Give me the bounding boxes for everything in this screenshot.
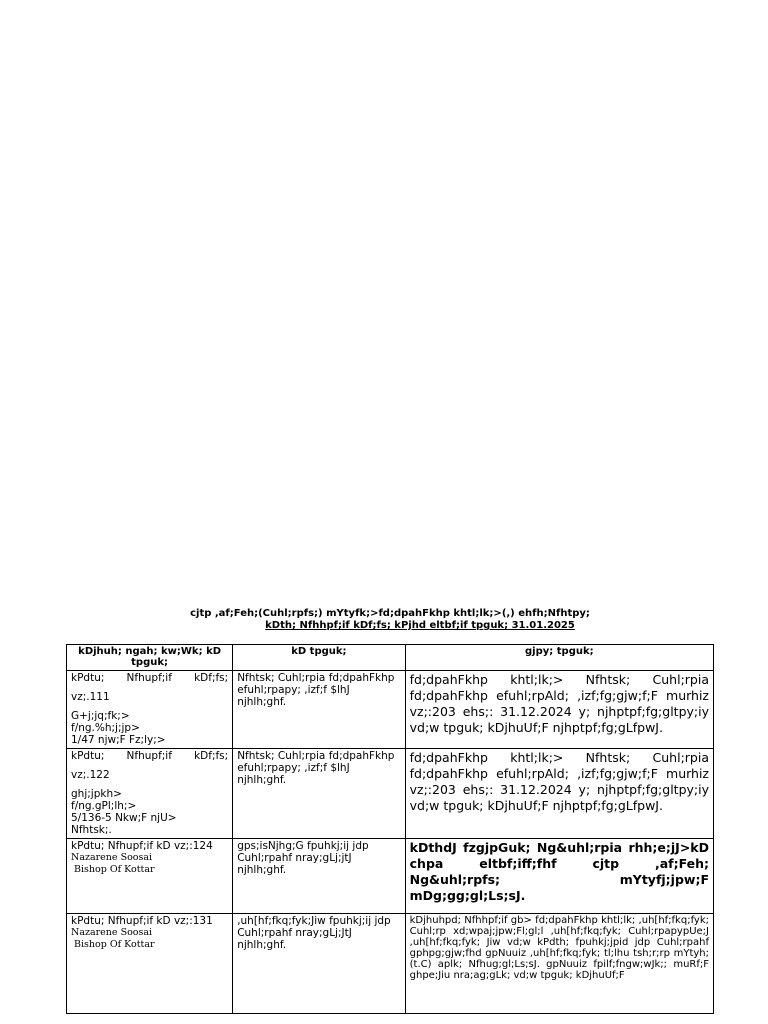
petition-subject-cell: Nfhtsk; Cuhl;rpia fd;dpahFkhp efuhl;rpapy; ,izf;f $lhJ njhlh;ghf.	[233, 671, 405, 749]
petitioner-cell	[67, 671, 233, 749]
column-header-reply: gjpy; tpguk;	[405, 645, 713, 671]
petitioner-title: Bishop Of Kottar	[71, 864, 155, 875]
petition-number: vz;.122	[71, 769, 110, 781]
petition-status-table	[66, 644, 714, 1014]
reply-cell: kDthdJ fzgjpGuk; Ng&uhl;rpia rhh;e;jJ>kD chpa eltbf;iff;fhf cjtp ,af;Feh; Ng&uhl;rpfs; mYtyfj;jpw;F mDg;gg;gl;Ls;sJ.	[405, 839, 713, 914]
petition-number: kPdtu; Nfhupf;if kD vz;:131	[71, 915, 213, 927]
petitioner-name: Nazarene Soosai	[71, 852, 153, 863]
table-row	[67, 749, 714, 839]
petitioner-line: kPdtu; Nfhupf;if kDf;fs;	[71, 750, 229, 762]
petitioner-line: 1/47 njw;F Fz;ly;>	[71, 734, 166, 746]
table-row	[67, 671, 714, 749]
reply-cell: fd;dpahFkhp khtl;lk;> Nfhtsk; Cuhl;rpia fd;dpahFkhp efuhl;rpAld; ,izf;fg;gjw;f;F murhiz vz;:203 ehs;: 31.12.2024 y; njhptpf;fg;gltpy;iy vd;w tpguk; kDjhuUf;F njhptpf;fg;gLfpwJ.	[405, 671, 713, 749]
table-header-row	[67, 645, 714, 671]
petitioner-line: G+j;jq;fk;>	[71, 710, 130, 722]
heading-line-1: cjtp ,af;Feh;(Cuhl;rpfs;) mYtyfk;>fd;dpahFkhp khtl;lk;>(,) ehfh;Nfhtpy;	[190, 608, 590, 619]
petitioner-line: kPdtu; Nfhupf;if kDf;fs;	[71, 672, 229, 684]
petitioner-cell	[67, 839, 233, 914]
table-row	[67, 839, 714, 914]
document-heading	[66, 608, 714, 632]
petitioner-title: Bishop Of Kottar	[71, 939, 155, 950]
petitioner-cell	[67, 749, 233, 839]
reply-cell: kDjhuhpd; Nfhhpf;if gb> fd;dpahFkhp khtl;lk; ,uh[hf;fkq;fyk; Cuhl;rp xd;wpaj;jpw;Fl;gl;l ,uh[hf;fkq;fyk; Cuhl;rpapypUe;J ,uh[hf;fkq;fyk; Jiw vd;w kPdth; fpuhkj;jpid jdp Cuhl;rpahf gphpg;gjw;fhd gpNuuiz ,uh[hf;fkq;fyk; tl;lhu tsh;r;rp mYtyh; (t.C) aplk; Nfhug;gl;Ls;sJ. gpNuuiz fpilf;fngw;wJk;; muRf;F ghpe;Jiu nra;ag;gLk; vd;w tpguk; kDjhuUf;F	[405, 914, 713, 1014]
petitioner-line: f/ng.%h;j;jp>	[71, 722, 140, 734]
reply-cell: fd;dpahFkhp khtl;lk;> Nfhtsk; Cuhl;rpia fd;dpahFkhp efuhl;rpAld; ,izf;fg;gjw;f;F murhiz vz;:203 ehs;: 31.12.2024 y; njhptpf;fg;gltpy;iy vd;w tpguk; kDjhuUf;F njhptpf;fg;gLfpwJ.	[405, 749, 713, 839]
petitioner-cell	[67, 914, 233, 1014]
petitioner-line: Nfhtsk;.	[71, 824, 112, 836]
petitioner-line: ghj;jpkh>	[71, 788, 122, 800]
column-header-petition: kD tpguk;	[233, 645, 405, 671]
column-header-petitioner: kDjhuh; ngah; kw;Wk; kD tpguk;	[67, 645, 233, 671]
petition-subject-cell: ,uh[hf;fkq;fyk;Jiw fpuhkj;ij jdp Cuhl;rpahf nray;gLj;JtJ njhlh;ghf.	[233, 914, 405, 1014]
petitioner-line: 5/136-5 Nkw;F njU>	[71, 812, 177, 824]
petitioner-line: f/ng.gPl;lh;>	[71, 800, 137, 812]
petitioner-name: Nazarene Soosai	[71, 927, 153, 938]
petition-number: kPdtu; Nfhupf;if kD vz;:124	[71, 840, 213, 852]
table-row	[67, 914, 714, 1014]
petition-subject-cell: gps;isNjhg;G fpuhkj;ij jdp Cuhl;rpahf nray;gLj;jtJ njhlh;ghf.	[233, 839, 405, 914]
petition-number: vz;.111	[71, 691, 110, 703]
petition-subject-cell: Nfhtsk; Cuhl;rpia fd;dpahFkhp efuhl;rpapy; ,izf;f $lhJ njhlh;ghf.	[233, 749, 405, 839]
heading-line-2: kDth; Nfhhpf;if kDf;fs; kPjhd eltbf;if tpguk; 31.01.2025	[265, 620, 575, 631]
